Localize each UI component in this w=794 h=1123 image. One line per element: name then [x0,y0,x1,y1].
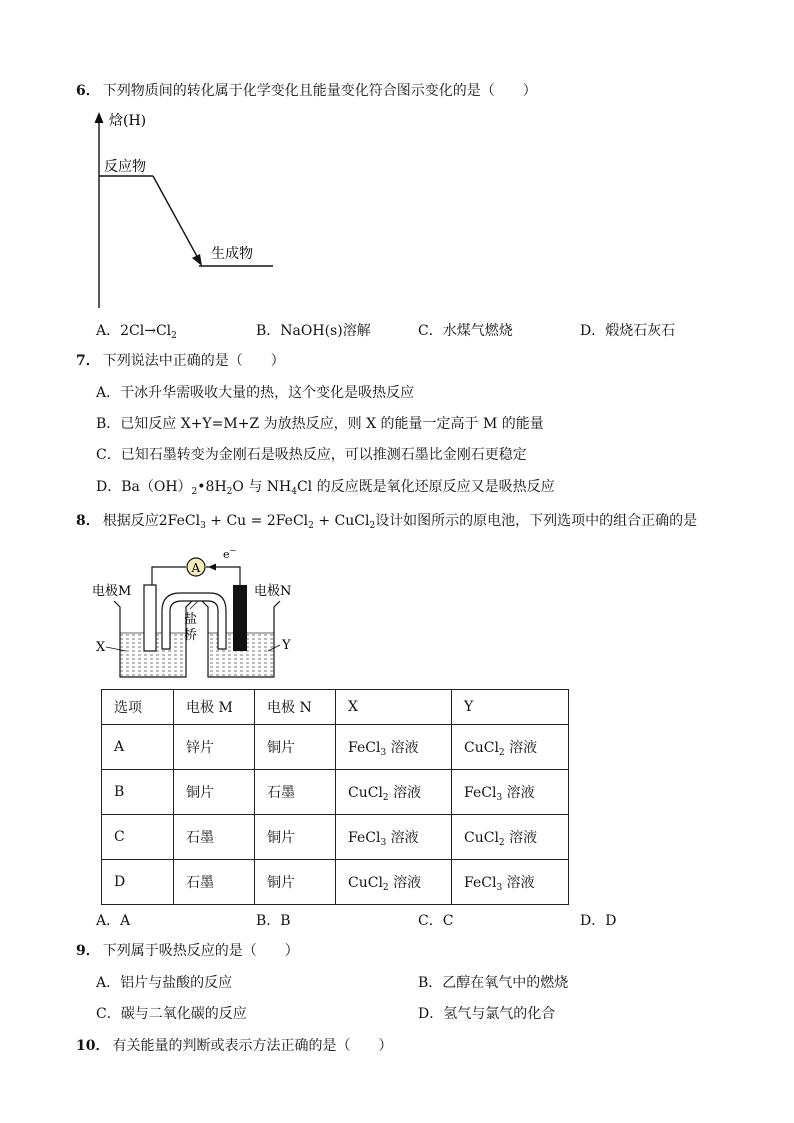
table-cell: CuCl$_2$ 溶液 [452,725,569,770]
enthalpy-diagram [85,108,285,314]
table-cell: A [102,725,174,770]
enthalpy-y-axis-arrow [95,112,104,123]
q8-options-table [101,689,569,905]
reactant-label: 反应物 [104,159,146,175]
table-cell: 铜片 [255,725,336,770]
q7-option-a: A．干冰升华需吸收大量的热，这个变化是吸热反应 [96,385,415,401]
table-cell: 石墨 [174,860,255,905]
q7-option-b: B．已知反应 X+Y=M+Z 为放热反应，则 X 的能量一定高于 M 的能量 [96,416,544,432]
electron-label: e− [223,546,237,561]
q8-option-c: C．C [418,913,454,929]
table-header: X [336,690,452,725]
table-header: 电极 N [255,690,336,725]
table-cell: 铜片 [255,815,336,860]
reaction-equation: 2FeCl$_3$ + Cu = 2FeCl$_2$ + CuCl$_2$ [158,513,376,531]
table-cell: FeCl$_3$ 溶液 [452,860,569,905]
galvanic-cell-diagram [90,545,310,683]
enthalpy-axis-label: 焓(H) [109,113,147,129]
table-header: 电极 M [174,690,255,725]
table-cell: CuCl$_2$ 溶液 [336,860,452,905]
salt-bridge-label-2: 桥 [184,628,198,643]
energy-drop-arrow [192,254,202,266]
table-cell: FeCl$_3$ 溶液 [336,815,452,860]
question-6-stem: 6． 下列物质间的转化属于化学变化且能量变化符合图示变化的是（ ） [76,83,537,99]
table-cell: 锌片 [174,725,255,770]
table-cell: CuCl$_2$ 溶液 [336,770,452,815]
q6-option-b: B．NaOH(s)溶解 [256,323,371,339]
electron-flow-arrow [208,564,216,571]
ammeter-label: A [191,561,201,575]
external-wire-right [206,567,240,585]
q8-option-d: D．D [580,913,617,929]
table-row [102,725,569,770]
table-row [102,860,569,905]
table-cell: FeCl$_3$ 溶液 [336,725,452,770]
table-cell: 铜片 [255,860,336,905]
question-8-stem: 8． 根据反应2FeCl$_3$ + Cu = 2FeCl$_2$ + CuCl$_2$设计如图所示的原电池，下列选项中的组合正确的是 [76,513,698,531]
electrode-m [144,585,156,651]
table-header-row [102,690,569,725]
q8-option-a: A．A [96,913,131,929]
table-header: 选项 [102,690,174,725]
table-cell: B [102,770,174,815]
q9-option-a: A．铝片与盐酸的反应 [96,975,233,991]
electrode-m-label: 电极M [92,584,132,599]
q6-option-d: D．煅烧石灰石 [580,323,676,339]
question-9-stem: 9． 下列属于吸热反应的是（ ） [76,943,299,959]
q9-option-b: B．乙醇在氧气中的燃烧 [418,975,569,991]
q9-option-d: D．氢气与氯气的化合 [418,1006,556,1022]
table-cell: 铜片 [174,770,255,815]
table-row [102,815,569,860]
question-10-stem: 10． 有关能量的判断或表示方法正确的是（ ） [76,1038,393,1054]
electrode-n-label: 电极N [254,584,292,599]
table-cell: 石墨 [255,770,336,815]
q6-option-a: A．$2Cl\to Cl_2$ [96,323,177,341]
product-label: 生成物 [211,246,253,262]
q6-option-c: C．水煤气燃烧 [418,323,513,339]
q9-option-c: C．碳与二氧化碳的反应 [96,1006,247,1022]
salt-bridge-label-1: 盐 [184,612,198,627]
solution-y-label: Y [282,638,291,653]
external-wire [152,567,186,585]
table-cell: FeCl$_3$ 溶液 [452,770,569,815]
question-7-stem: 7． 下列说法中正确的是（ ） [76,353,285,369]
table-cell: D [102,860,174,905]
q7-option-c: C．已知石墨转变为金刚石是吸热反应，可以推测石墨比金刚石更稳定 [96,447,527,463]
solution-x-label: X [96,640,106,655]
table-cell: C [102,815,174,860]
table-row [102,770,569,815]
energy-drop-line [153,176,199,260]
table-header: Y [452,690,569,725]
table-cell: 石墨 [174,815,255,860]
q7-option-d: D．$Ba(OH)_2•8H_2O$ 与 $NH_4Cl$ 的反应既是氧化还原反应又是吸热反应 [96,479,555,497]
q8-option-b: B．B [256,913,291,929]
table-cell: CuCl$_2$ 溶液 [452,815,569,860]
electrode-n [233,585,247,651]
